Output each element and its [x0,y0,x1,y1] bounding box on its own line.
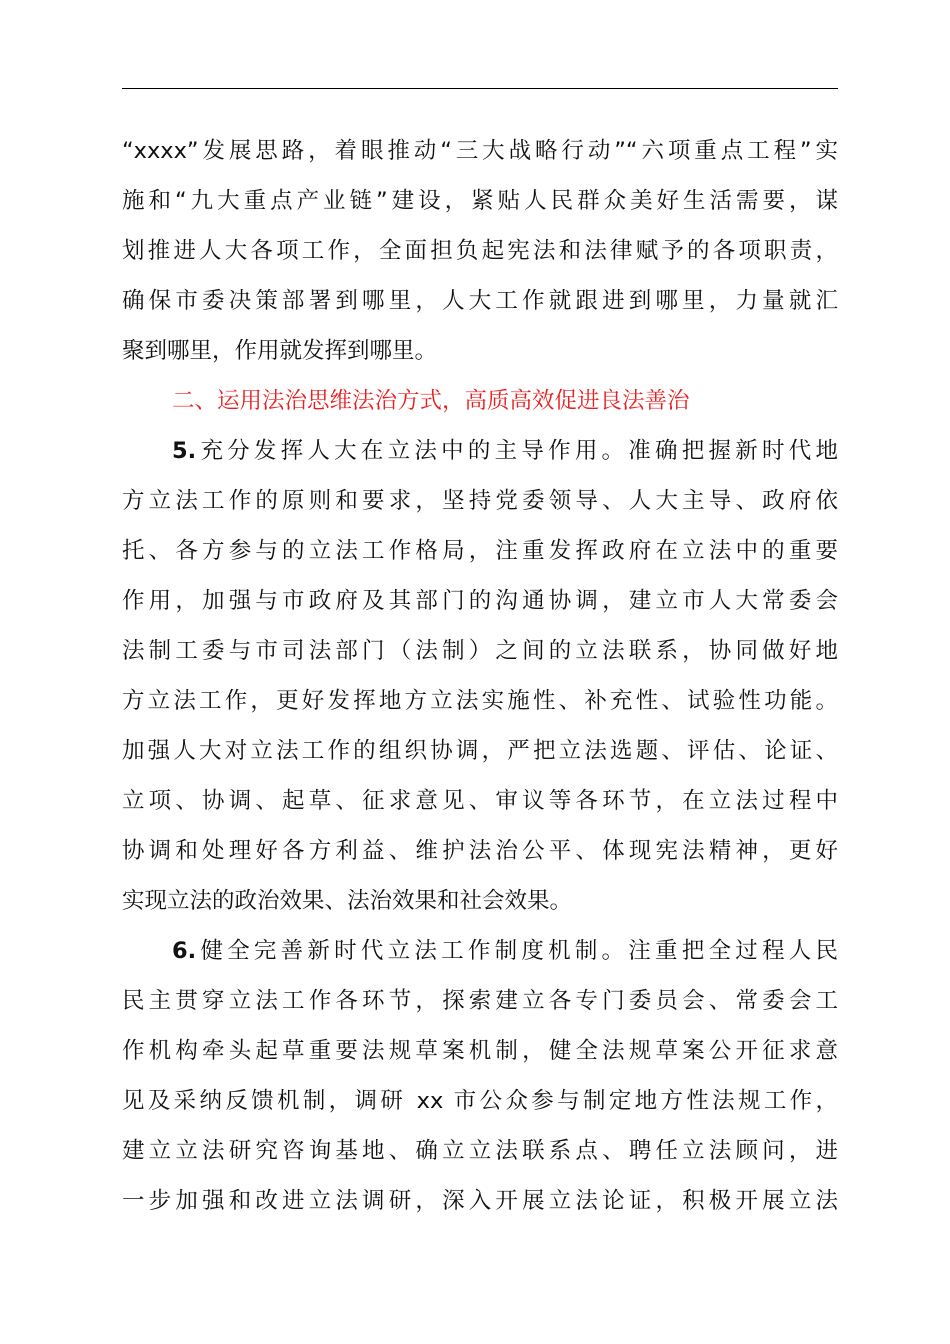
paragraph-line: 一步加强和改进立法调研，深入开展立法论证，积极开展立法 [122,1188,838,1214]
paragraph-line: 作机构牵头起草重要法规草案机制，健全法规草案公开征求意 [122,1038,838,1064]
item-title: 充分发挥人大在立法中的主导作用。准确把握新时代地 [196,438,838,464]
paragraph-line: 划推进人大各项工作，全面担负起宪法和法律赋予的各项职责， [122,238,838,264]
paragraph-line: “xxxx”发展思路，着眼推动“三大战略行动”“六项重点工程”实 [122,138,838,164]
item-title: 健全完善新时代立法工作制度机制。注重把全过程人民 [196,938,838,964]
paragraph-line: 确保市委决策部署到哪里，人大工作就跟进到哪里，力量就汇 [122,288,838,314]
paragraph-line: 见及采纳反馈机制，调研 xx 市公众参与制定地方性法规工作， [122,1088,838,1114]
item-number: 5. [172,438,197,464]
paragraph-line: 协调和处理好各方利益、维护法治公平、体现宪法精神，更好 [122,838,838,864]
paragraph-6-first-line [122,926,838,976]
paragraph-line: 立项、协调、起草、征求意见、审议等各环节，在立法过程中 [122,788,838,814]
header-rule [122,88,838,89]
section-heading: 二、运用法治思维法治方式，高质高效促进良法善治 [172,388,690,414]
paragraph-line: 民主贯穿立法工作各环节，探索建立各专门委员会、常委会工 [122,988,838,1014]
paragraph-5-first-line [122,426,838,476]
paragraph-line: 施和“九大重点产业链”建设，紧贴人民群众美好生活需要，谋 [122,188,838,214]
item-number: 6. [172,938,197,964]
paragraph-line: 方立法工作，更好发挥地方立法实施性、补充性、试验性功能。 [122,688,838,714]
paragraph-line: 加强人大对立法工作的组织协调，严把立法选题、评估、论证、 [122,738,838,764]
body-text [122,126,838,1226]
paragraph-line: 作用，加强与市政府及其部门的沟通协调，建立市人大常委会 [122,588,838,614]
paragraph-line: 建立立法研究咨询基地、确立立法联系点、聘任立法顾问，进 [122,1138,838,1164]
paragraph-line: 聚到哪里，作用就发挥到哪里。 [122,338,438,364]
paragraph-line: 法制工委与市司法部门（法制）之间的立法联系，协同做好地 [122,638,838,664]
paragraph-line: 托、各方参与的立法工作格局，注重发挥政府在立法中的重要 [122,538,838,564]
paragraph-line: 实现立法的政治效果、法治效果和社会效果。 [122,888,573,914]
paragraph-line: 方立法工作的原则和要求，坚持党委领导、人大主导、政府依 [122,488,838,514]
